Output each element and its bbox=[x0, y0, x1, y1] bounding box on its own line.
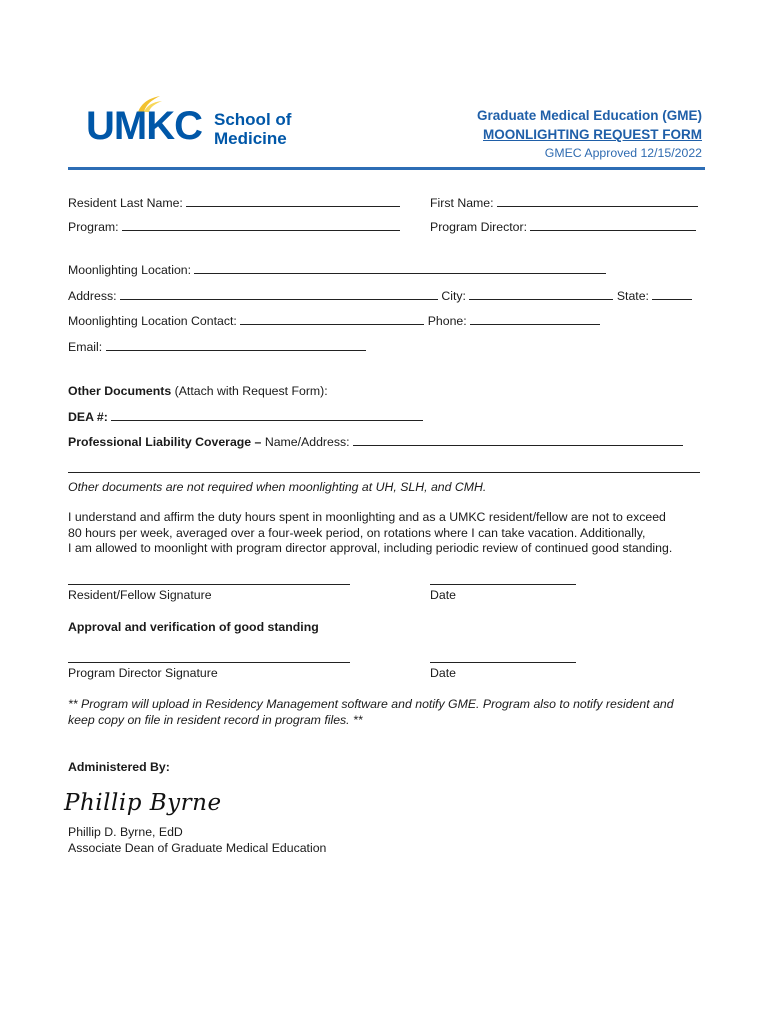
address-row bbox=[68, 289, 692, 303]
logo-school-line2: Medicine bbox=[214, 129, 287, 148]
program-director-field[interactable] bbox=[430, 220, 696, 234]
liability-field[interactable] bbox=[68, 435, 683, 449]
upload-note bbox=[68, 697, 708, 728]
last-name-label: Resident Last Name: bbox=[68, 196, 183, 210]
resident-date-label: Date bbox=[430, 588, 456, 602]
program-field[interactable] bbox=[68, 220, 400, 234]
state-label: State: bbox=[616, 289, 649, 303]
logo-umkc-text: UMKC bbox=[86, 104, 202, 148]
last-name-blank[interactable] bbox=[186, 196, 400, 207]
director-date-line[interactable] bbox=[430, 662, 576, 663]
dea-label: DEA #: bbox=[68, 410, 108, 424]
liability-label-bold: Professional Liability Coverage – bbox=[68, 435, 262, 449]
upload-note-line2: keep copy on file in resident record in program files. ** bbox=[68, 712, 363, 727]
location-blank[interactable] bbox=[194, 263, 606, 274]
upload-note-line1: ** Program will upload in Residency Management software and notify GME. Program also to notify resident and bbox=[68, 697, 674, 711]
other-docs-heading bbox=[68, 384, 328, 398]
approval-heading: Approval and verification of good standing bbox=[68, 620, 319, 634]
umkc-logo bbox=[86, 92, 296, 154]
affirmation-paragraph bbox=[68, 510, 708, 557]
email-field[interactable] bbox=[68, 340, 366, 354]
other-docs-rest: (Attach with Request Form): bbox=[171, 384, 328, 398]
admin-title: Associate Dean of Graduate Medical Education bbox=[68, 841, 327, 855]
admin-name: Phillip D. Byrne, EdD bbox=[68, 825, 183, 839]
program-label: Program: bbox=[68, 220, 119, 234]
director-date-label: Date bbox=[430, 666, 456, 680]
phone-label: Phone: bbox=[427, 314, 467, 328]
liability-blank[interactable] bbox=[353, 435, 683, 446]
liability-blank-line2[interactable] bbox=[68, 462, 700, 473]
contact-label: Moonlighting Location Contact: bbox=[68, 314, 237, 328]
handwritten-signature: Phillip Byrne bbox=[64, 790, 222, 816]
program-blank[interactable] bbox=[122, 220, 400, 231]
other-docs-note: Other documents are not required when moonlighting at UH, SLH, and CMH. bbox=[68, 480, 487, 494]
header-title: Graduate Medical Education (GME) bbox=[476, 108, 702, 123]
director-signature-label: Program Director Signature bbox=[68, 666, 218, 680]
approval-date: GMEC Approved 12/15/2022 bbox=[544, 146, 702, 160]
city-blank[interactable] bbox=[469, 289, 613, 300]
affirmation-line3: I am allowed to moonlight with program director approval, including periodic review of continued good standing. bbox=[68, 541, 673, 555]
administered-by-heading: Administered By: bbox=[68, 760, 170, 774]
city-label: City: bbox=[441, 289, 466, 303]
logo-school-text bbox=[214, 110, 291, 148]
location-label: Moonlighting Location: bbox=[68, 263, 192, 277]
resident-signature-label: Resident/Fellow Signature bbox=[68, 588, 212, 602]
form-title: MOONLIGHTING REQUEST FORM bbox=[483, 127, 702, 142]
phone-blank[interactable] bbox=[470, 314, 600, 325]
program-director-label: Program Director: bbox=[430, 220, 528, 234]
email-blank[interactable] bbox=[106, 340, 366, 351]
resident-signature-line[interactable] bbox=[68, 584, 350, 585]
resident-date-line[interactable] bbox=[430, 584, 576, 585]
director-signature-line[interactable] bbox=[68, 662, 350, 663]
logo-school-line1: School of bbox=[214, 110, 292, 129]
address-blank[interactable] bbox=[120, 289, 438, 300]
first-name-label: First Name: bbox=[430, 196, 494, 210]
other-docs-bold: Other Documents bbox=[68, 384, 172, 398]
liability-label-rest: Name/Address: bbox=[261, 435, 350, 449]
contact-blank[interactable] bbox=[240, 314, 424, 325]
dea-blank[interactable] bbox=[111, 410, 423, 421]
dea-field[interactable] bbox=[68, 410, 423, 424]
last-name-field[interactable] bbox=[68, 196, 400, 210]
address-label: Address: bbox=[68, 289, 117, 303]
affirmation-line1: I understand and affirm the duty hours spent in moonlighting and as a UMKC resident/fellow are not to exceed bbox=[68, 510, 666, 524]
header-divider bbox=[68, 167, 705, 170]
program-director-blank[interactable] bbox=[530, 220, 696, 231]
state-blank[interactable] bbox=[652, 289, 692, 300]
email-label: Email: bbox=[68, 340, 103, 354]
location-field[interactable] bbox=[68, 263, 606, 277]
contact-row bbox=[68, 314, 600, 328]
first-name-blank[interactable] bbox=[497, 196, 698, 207]
affirmation-line2: 80 hours per week, averaged over a four-week period, on rotations where I can take vacation. Additionally, bbox=[68, 525, 646, 540]
first-name-field[interactable] bbox=[430, 196, 698, 210]
